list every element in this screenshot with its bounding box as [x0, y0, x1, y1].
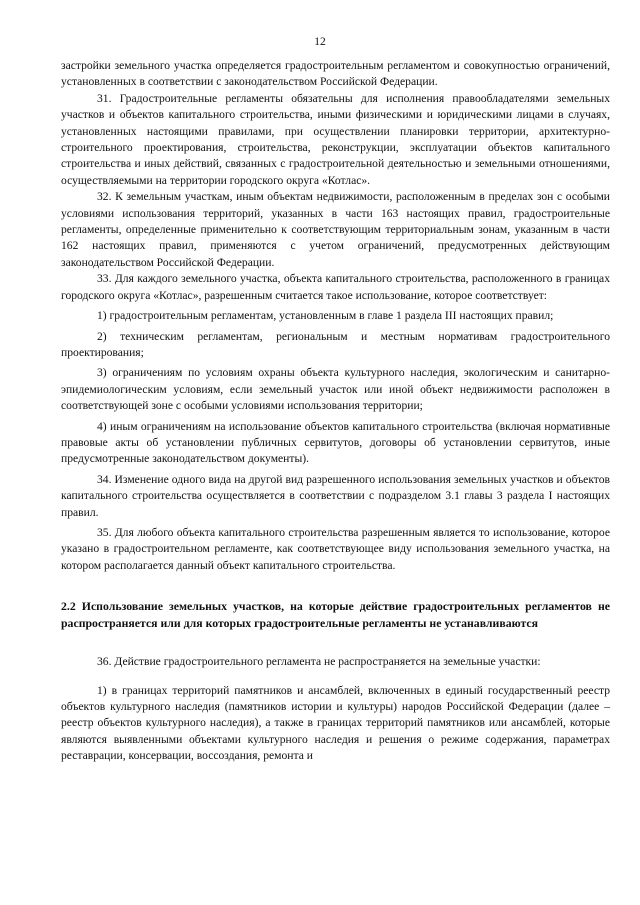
paragraph-31: 31. Градостроительные регламенты обязательны для исполнения правообладателями земельных участков и объектов капитального строительства, иными физическими и юридическими лицами в случаях, установленных настоящими правилами, при осуществлении планировки территории, архитектурно-строительного проектирования, строительства, реконструкции, эксплуатации объектов капитального строительства и иных действий, связанных с градостроительной деятельностью и земельными отношениями, осуществляемыми на территории городского округа «Котлас». [61, 91, 610, 187]
paragraph-continuation: застройки земельного участка определяется градостроительным регламентом и совокупностью ограничений, установленных в соответствии с законодательством Российской Федерации. [61, 59, 610, 89]
paragraph-36: 36. Действие градостроительного регламента не распространяется на земельные участки: [97, 655, 541, 669]
paragraph-33-item-2: 2) техническим регламентам, региональным и местным нормативам градостроительного проектирования; [61, 329, 610, 359]
paragraph-35: 35. Для любого объекта капитального строительства разрешенным является то использование, которое указано в градостроительном регламенте, как соответствующее виду использования земельного участка, на котором располагается данный объект капитального строительства. [61, 525, 610, 572]
paragraph-36-item-1: 1) в границах территорий памятников и ансамблей, включенных в единый государственный реестр объектов культурного наследия (памятников истории и культуры) народов Российской Федерации (далее – реестр объектов культурного наследия), а также в границах территорий памятников или ансамблей, которые являются выявленными объектами культурного наследия и решения о режиме содержания, параметрах реставрации, консервации, воссоздания, ремонта и [61, 683, 610, 763]
paragraph-33-item-1: 1) градостроительным регламентам, установленным в главе 1 раздела III настоящих правил; [97, 309, 554, 323]
document-body [61, 58, 610, 765]
paragraph-34: 34. Изменение одного вида на другой вид разрешенного использования земельных участков и объектов капитального строительства осуществляется в соответствии с подразделом 3.1 главы 3 раздела I настоящих правил. [61, 472, 610, 519]
section-heading: 2.2 Использование земельных участков, на которые действие градостроительных регламентов не распространяется или для которых градостроительные регламенты не устанавливаются [61, 599, 610, 631]
paragraph-33: 33. Для каждого земельного участка, объекта капитального строительства, расположенного в границах городского округа «Котлас», разрешенным считается такое использование, которое соответствует: [61, 272, 610, 302]
paragraph-32: 32. К земельным участкам, иным объектам недвижимости, расположенным в пределах зон с особыми условиями использования территорий, указанных в части 163 настоящих правил, градостроительные регламенты, определенные применительно к соответствующим территориальным зонам, указанным в части 162 настоящих правил, применяются с учетом ограничений, предусмотренных действующим законодательством Российской Федерации. [61, 190, 610, 269]
paragraph-33-item-3: 3) ограничениям по условиям охраны объекта культурного наследия, экологическим и санитарно-эпидемиологическим условиям, если земельный участок или иной объект недвижимости расположен в соответствующей зоне с особыми условиями использования территории; [61, 366, 610, 413]
paragraph-33-item-4: 4) иным ограничениям на использование объектов капитального строительства (включая нормативные правовые акты об установлении публичных сервитутов, договоры об установлении сервитутов, иные предусмотренные законодательством документы). [61, 419, 610, 466]
page-number: 12 [314, 36, 326, 48]
